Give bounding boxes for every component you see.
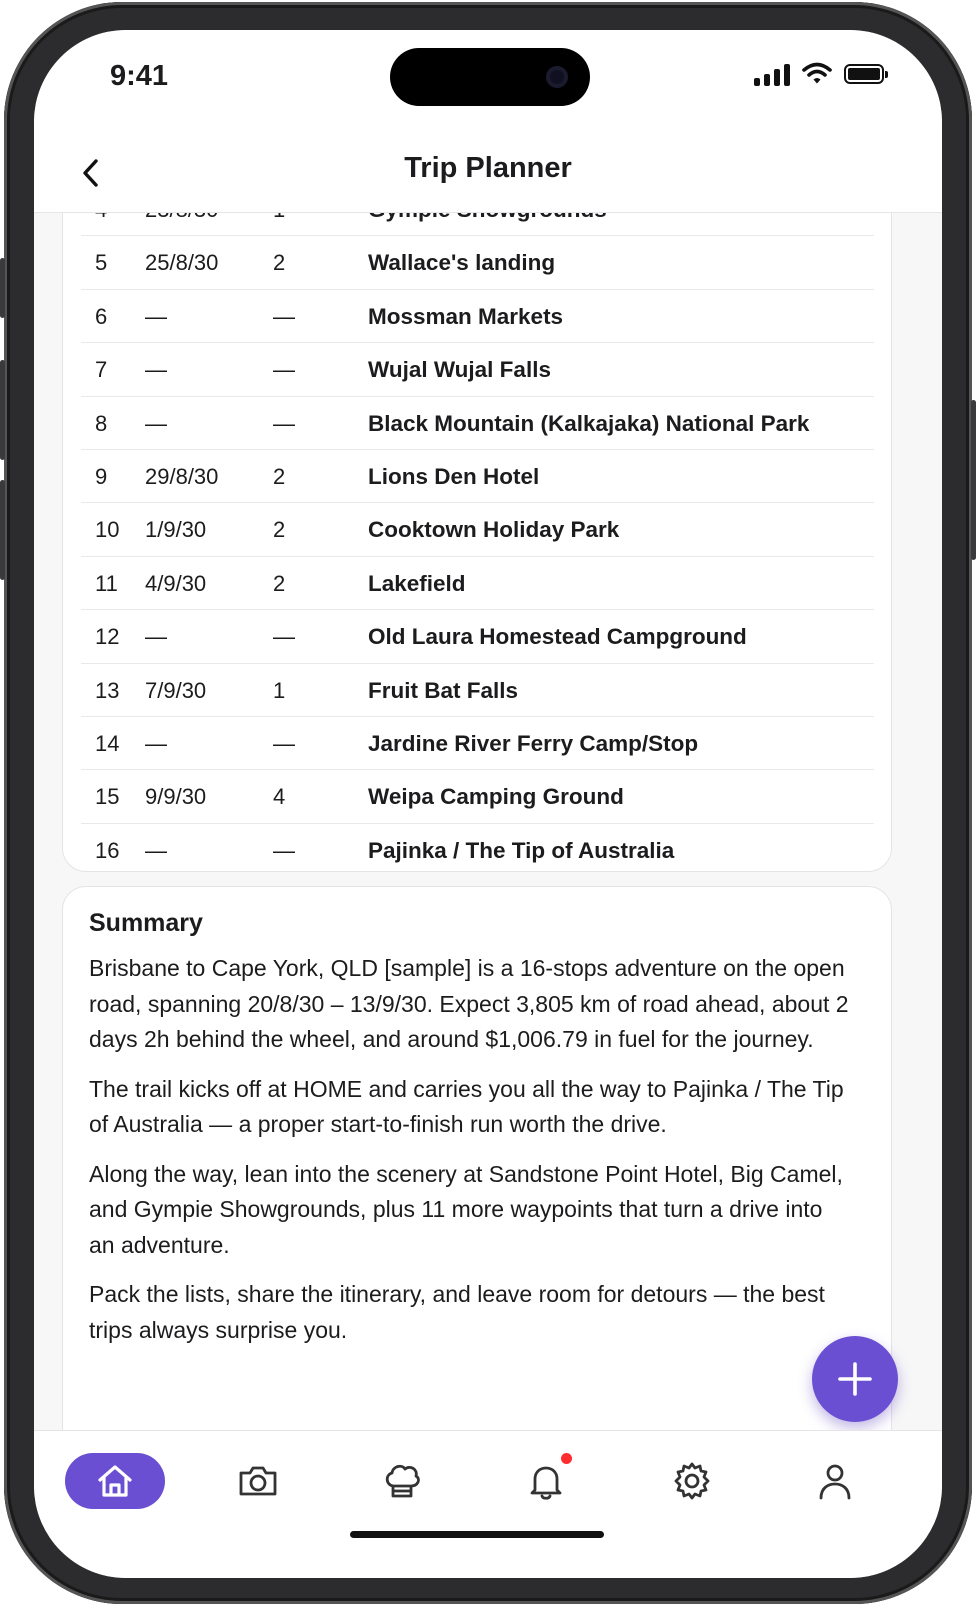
stop-name: Weipa Camping Ground (368, 784, 624, 810)
stop-number: 6 (95, 303, 108, 329)
stop-nights: — (273, 624, 295, 650)
tab-chef[interactable] (352, 1453, 452, 1509)
table-row[interactable] (81, 824, 874, 876)
stop-date: 1/9/30 (145, 517, 207, 543)
stop-number: 15 (95, 784, 120, 810)
gear-icon (670, 1459, 714, 1503)
stop-date: 25/8/30 (145, 250, 219, 276)
stop-date: — (145, 303, 167, 329)
stop-nights: — (273, 730, 295, 756)
stop-date: — (145, 730, 167, 756)
table-row[interactable] (81, 343, 874, 396)
tab-profile[interactable] (785, 1453, 885, 1509)
side-button (971, 400, 976, 560)
summary-card (62, 886, 892, 1430)
cellular-signal-icon (754, 62, 790, 86)
stop-date: 29/8/30 (145, 463, 219, 489)
summary-text (89, 951, 849, 1362)
stop-name: Wallace's landing (368, 250, 556, 276)
page-title: Trip Planner (404, 152, 572, 184)
stop-date: — (145, 624, 167, 650)
summary-title: Summary (89, 909, 203, 937)
stop-nights: — (273, 303, 295, 329)
stop-name: Lakefield (368, 570, 466, 596)
stop-date: 4/9/30 (145, 570, 207, 596)
table-row[interactable] (81, 610, 874, 663)
nav-header (34, 130, 942, 213)
stop-nights: 1 (273, 677, 286, 703)
stop-number: 16 (95, 837, 120, 863)
add-button[interactable] (812, 1336, 898, 1422)
table-row[interactable] (81, 503, 874, 556)
side-button (0, 258, 5, 318)
person-icon (815, 1460, 855, 1502)
stop-name: Fruit Bat Falls (368, 677, 519, 703)
table-row[interactable] (81, 236, 874, 289)
stop-date: — (145, 837, 167, 863)
tab-notifications[interactable] (496, 1453, 596, 1509)
stop-date: — (145, 357, 167, 383)
stop-date: 9/9/30 (145, 784, 207, 810)
stop-name: Pajinka / The Tip of Australia (368, 837, 675, 863)
stop-nights: 2 (273, 463, 286, 489)
stop-name: Mossman Markets (368, 303, 564, 329)
stop-name: Lions Den Hotel (368, 463, 540, 489)
table-row[interactable] (81, 450, 874, 503)
stop-nights: — (273, 357, 295, 383)
stop-number: 14 (95, 730, 120, 756)
home-indicator (350, 1531, 604, 1538)
stop-name: Black Mountain (Kalkajaka) National Park (368, 410, 810, 436)
camera-lens-icon (546, 66, 568, 88)
table-row[interactable] (81, 770, 874, 823)
status-icons (754, 62, 884, 86)
table-row[interactable] (81, 397, 874, 450)
table-row[interactable] (81, 664, 874, 717)
table-row[interactable] (81, 290, 874, 343)
stop-number: 5 (95, 250, 108, 276)
stop-date: — (145, 410, 167, 436)
status-time: 9:41 (110, 60, 169, 92)
stop-number: 10 (95, 517, 120, 543)
plus-icon (835, 1359, 875, 1399)
stop-number: 12 (95, 624, 120, 650)
itinerary-table-card (62, 182, 892, 872)
content-scroll[interactable] (34, 182, 942, 1430)
stop-nights: 4 (273, 784, 286, 810)
bell-icon (525, 1460, 567, 1502)
stop-name: Old Laura Homestead Campground (368, 624, 747, 650)
stop-number: 7 (95, 357, 108, 383)
camera-icon (236, 1461, 280, 1501)
stop-date: 7/9/30 (145, 677, 207, 703)
stop-number: 11 (95, 570, 118, 596)
tab-settings[interactable] (642, 1453, 742, 1509)
stop-nights: — (273, 410, 295, 436)
stop-number: 8 (95, 410, 108, 436)
status-bar (34, 30, 942, 130)
screen (34, 30, 942, 1578)
stop-nights: 2 (273, 570, 286, 596)
stop-nights: 2 (273, 517, 286, 543)
summary-paragraph: Pack the lists, share the itinerary, and leave room for detours — the best trips always surprise you. (89, 1281, 825, 1343)
summary-paragraph: The trail kicks off at HOME and carries you all the way to Pajinka / The Tip of Australia — a proper start-to-finish run worth the drive. (89, 1075, 844, 1137)
stop-nights: — (273, 837, 295, 863)
stop-name: Wujal Wujal Falls (368, 357, 551, 383)
stop-nights: 2 (273, 250, 286, 276)
battery-icon (844, 64, 884, 84)
tab-home[interactable] (65, 1453, 165, 1509)
summary-paragraph: Brisbane to Cape York, QLD [sample] is a 16-stops adventure on the open road, spanning 20/8/30 – 13/9/30. Expect 3,805 km of road ahead, about 2 days 2h behind the wheel, and around $1,006.79 in fuel for the journey. (89, 955, 849, 1052)
tab-camera[interactable] (208, 1453, 308, 1509)
tab-bar (34, 1430, 942, 1578)
side-button (0, 360, 5, 460)
stop-name: Cooktown Holiday Park (368, 517, 620, 543)
dynamic-island (390, 48, 590, 106)
stop-number: 13 (95, 677, 120, 703)
stop-number: 9 (95, 463, 108, 489)
home-icon (95, 1461, 135, 1501)
chef-hat-icon (381, 1460, 423, 1502)
stop-name: Jardine River Ferry Camp/Stop (368, 730, 699, 756)
wifi-icon (802, 62, 832, 86)
table-row[interactable] (81, 557, 874, 610)
notification-badge (561, 1453, 572, 1464)
itinerary-table (81, 183, 874, 876)
side-button (0, 480, 5, 580)
table-row[interactable] (81, 717, 874, 770)
summary-paragraph: Along the way, lean into the scenery at Sandstone Point Hotel, Big Camel, and Gympie Showgrounds, plus 11 more waypoints that turn a drive into an adventure. (89, 1160, 843, 1258)
